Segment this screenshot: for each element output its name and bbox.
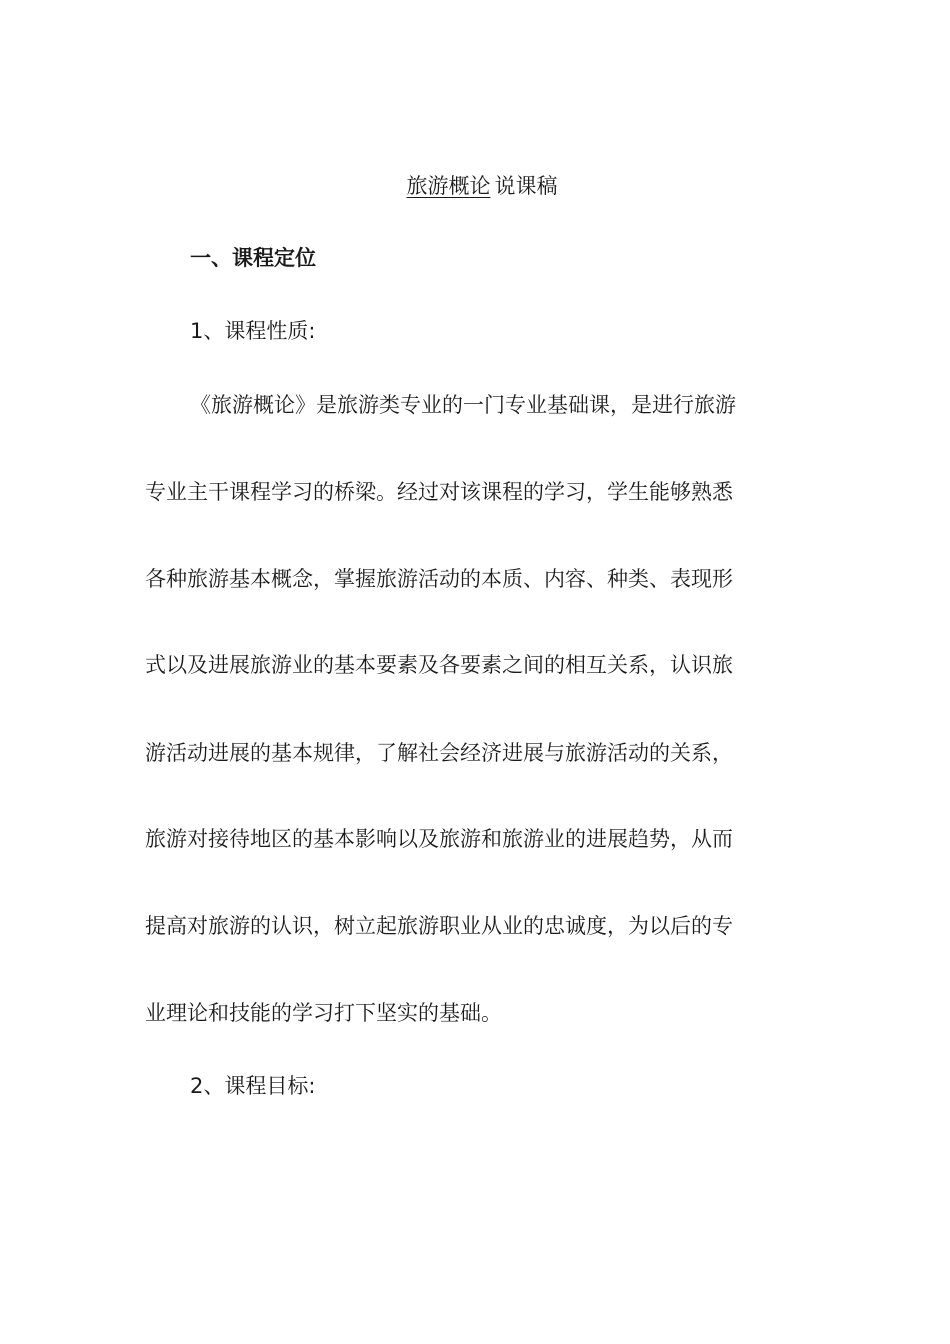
subsection-heading-course-objectives: 2、课程目标: (190, 1074, 316, 1098)
title-suffix: 说课稿 (494, 174, 558, 198)
paragraph-line: 各种旅游基本概念，掌握旅游活动的本质、内容、种类、表现形 (145, 567, 733, 591)
paragraph-line: 专业主干课程学习的桥梁。经过对该课程的学习，学生能够熟悉 (145, 480, 733, 504)
document-title (0, 172, 950, 200)
paragraph-line: 旅游对接待地区的基本影响以及旅游和旅游业的进展趋势，从而 (145, 827, 733, 851)
paragraph-line: 《旅游概论》是旅游类专业的一门专业基础课，是进行旅游 (190, 393, 736, 417)
paragraph-line: 提高对旅游的认识，树立起旅游职业从业的忠诚度，为以后的专 (145, 914, 733, 938)
paragraph-line: 游活动进展的基本规律，了解社会经济进展与旅游活动的关系， (145, 741, 733, 765)
paragraph-line: 式以及进展旅游业的基本要素及各要素之间的相互关系，认识旅 (145, 653, 733, 677)
course-name: 旅游概论 (406, 174, 491, 198)
section-heading-course-positioning: 一、课程定位 (190, 246, 316, 270)
subsection-heading-course-nature: 1、课程性质: (190, 319, 316, 343)
paragraph-line: 业理论和技能的学习打下坚实的基础。 (145, 1001, 502, 1025)
